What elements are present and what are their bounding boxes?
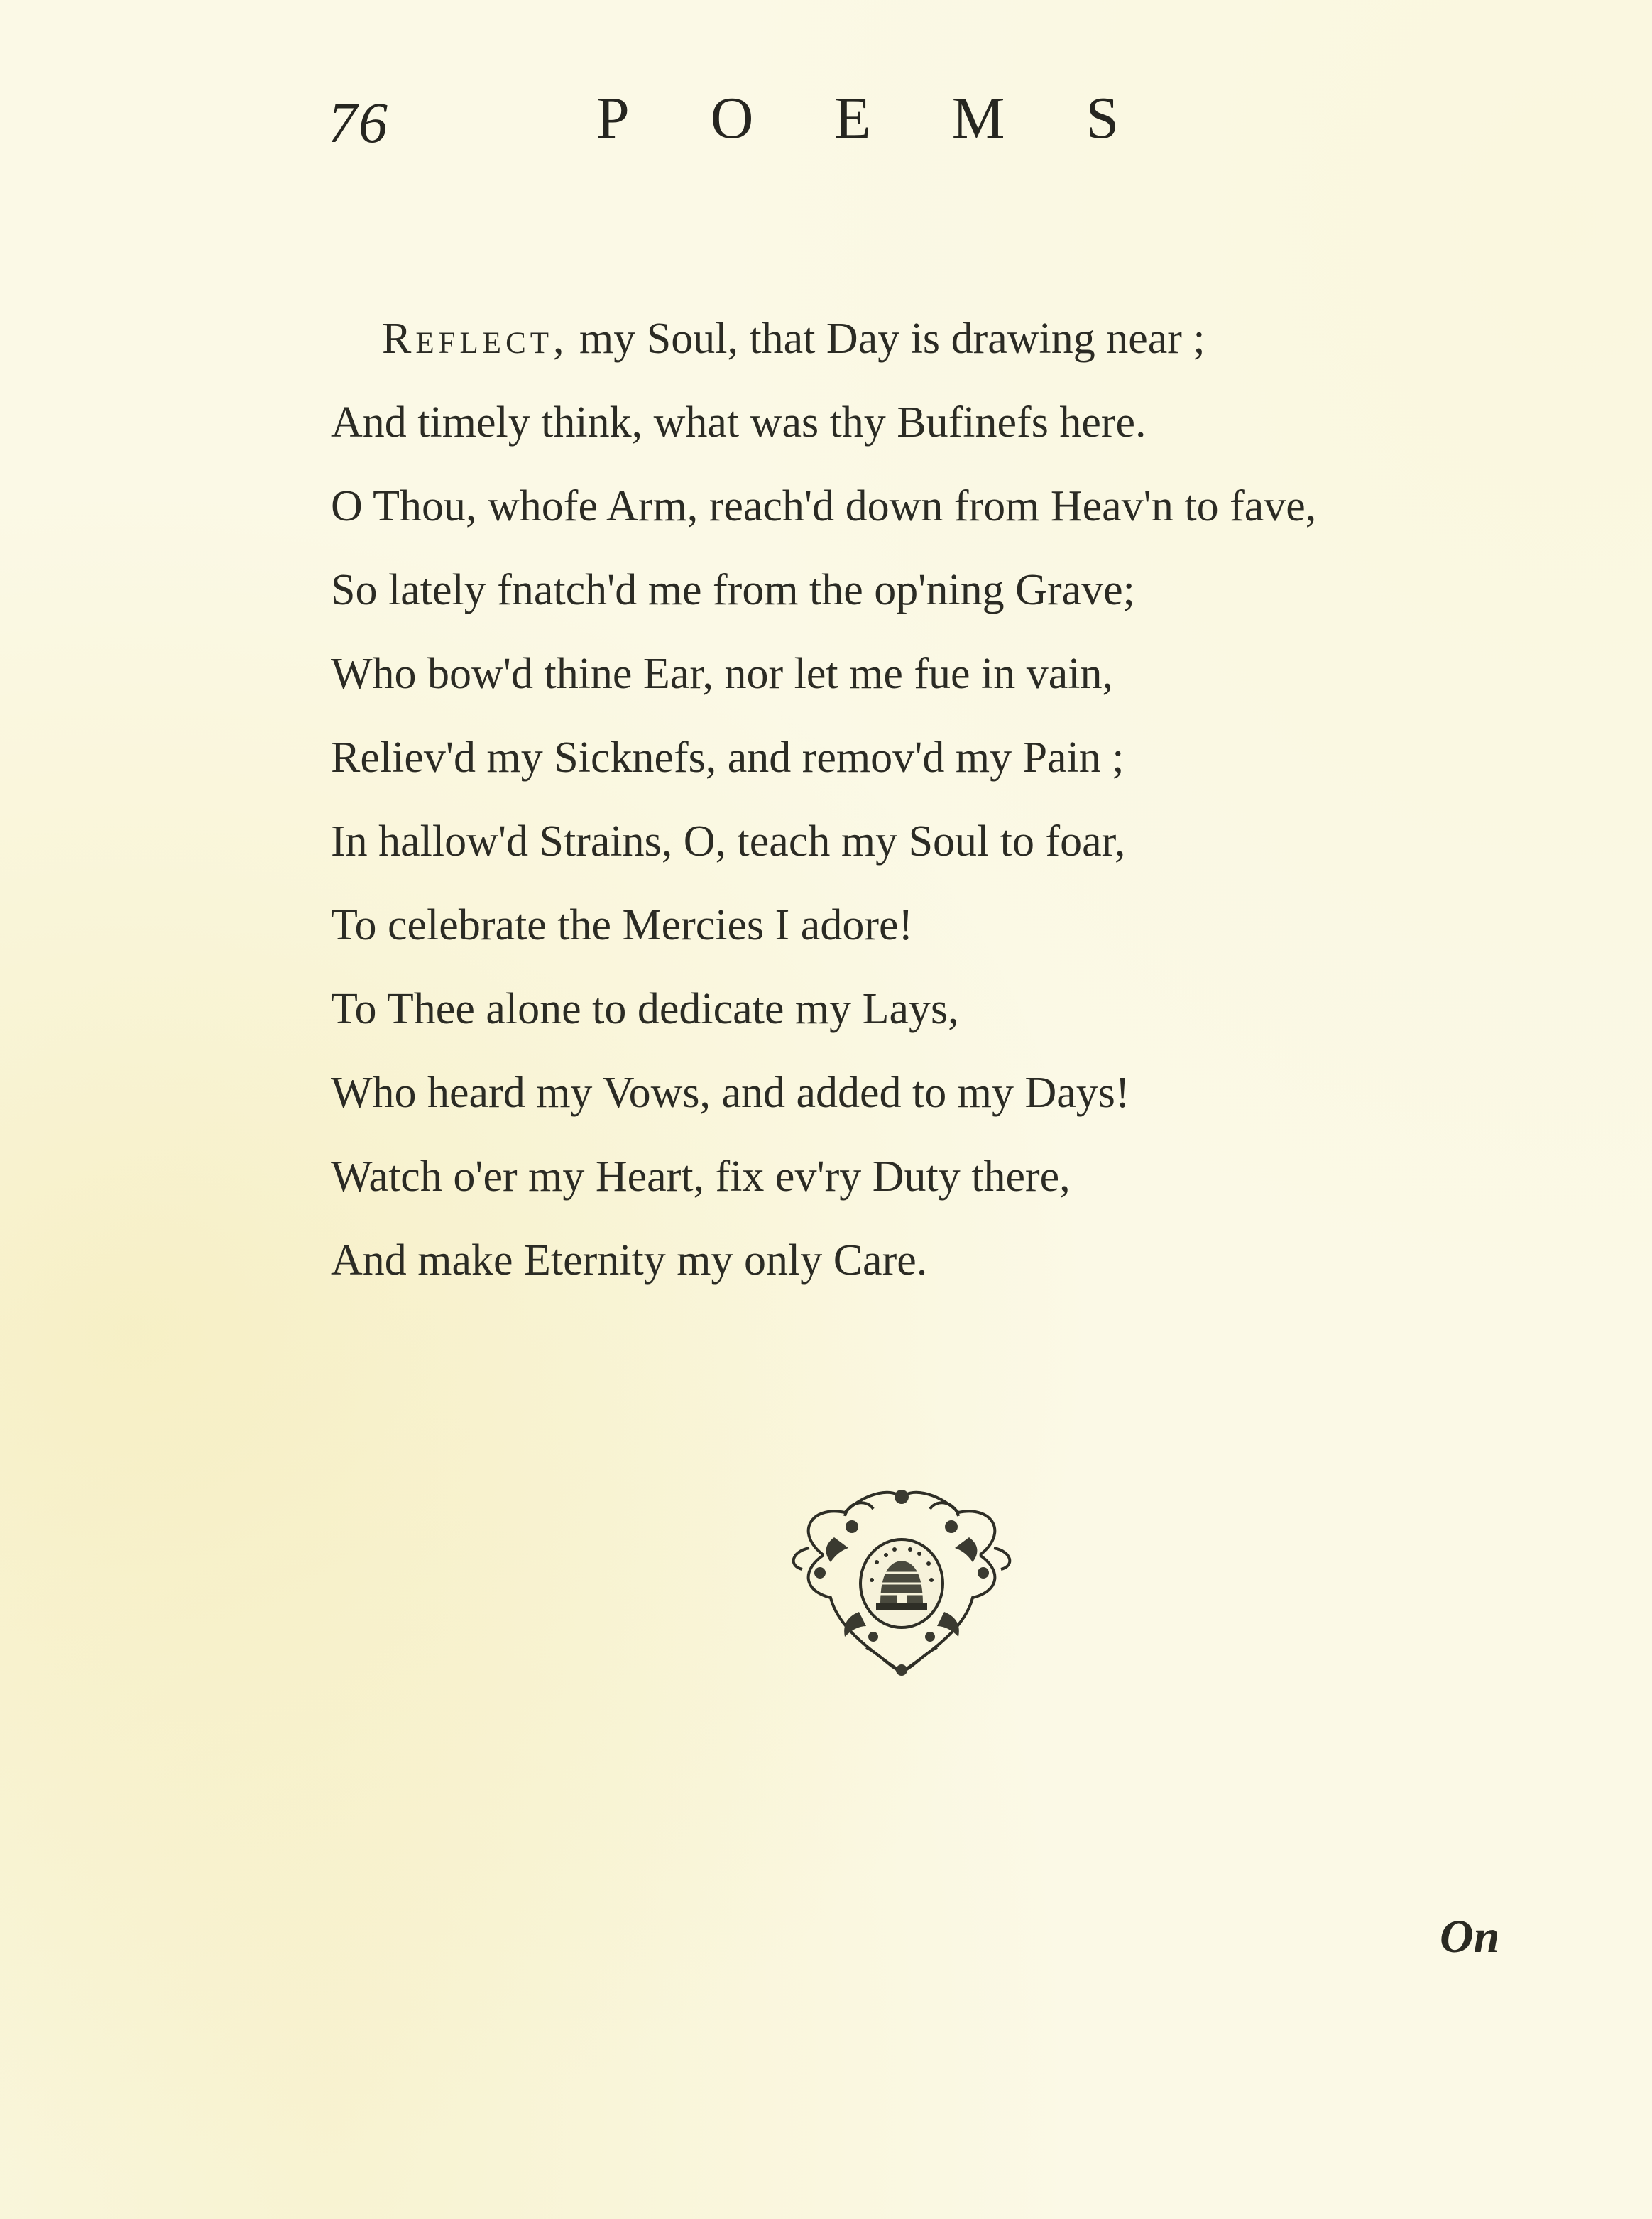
- running-head: [0, 84, 1652, 162]
- poem-line-2: And timely think, what was thy Bufinefs here.: [331, 398, 1147, 447]
- poem-line-5: Who bow'd thine Ear, nor let me fue in vain,: [331, 650, 1113, 698]
- poem-line-4: So lately fnatch'd me from the op'ning Grave;: [331, 566, 1135, 614]
- poem-line-3: O Thou, whofe Arm, reach'd down from Heav'n to fave,: [331, 482, 1317, 530]
- running-title: POEMS: [596, 85, 1200, 151]
- poem-line-11: Watch o'er my Heart, fix ev'ry Duty there,: [331, 1152, 1071, 1201]
- poem-line-8: To celebrate the Mercies I adore!: [331, 901, 914, 949]
- poem-line-10: Who heard my Vows, and added to my Days!: [331, 1069, 1130, 1117]
- page-number: 76: [328, 90, 389, 155]
- poem-line-6: Reliev'd my Sicknefs, and remov'd my Pain ;: [331, 734, 1125, 782]
- poem-line-1: [331, 297, 1538, 381]
- poem-text: [331, 297, 1538, 1302]
- catchword: On: [1440, 1911, 1500, 1963]
- poem-line-12: And make Eternity my only Care.: [331, 1236, 928, 1285]
- beehive-tailpiece-icon: [781, 1484, 1022, 1683]
- poem-line-9: To Thee alone to dedicate my Lays,: [331, 985, 959, 1033]
- first-line-rest: my Soul, that Day is drawing near ;: [568, 315, 1205, 363]
- poem-line-7: In hallow'd Strains, O, teach my Soul to foar,: [331, 817, 1126, 866]
- opening-word: Reflect,: [382, 315, 569, 363]
